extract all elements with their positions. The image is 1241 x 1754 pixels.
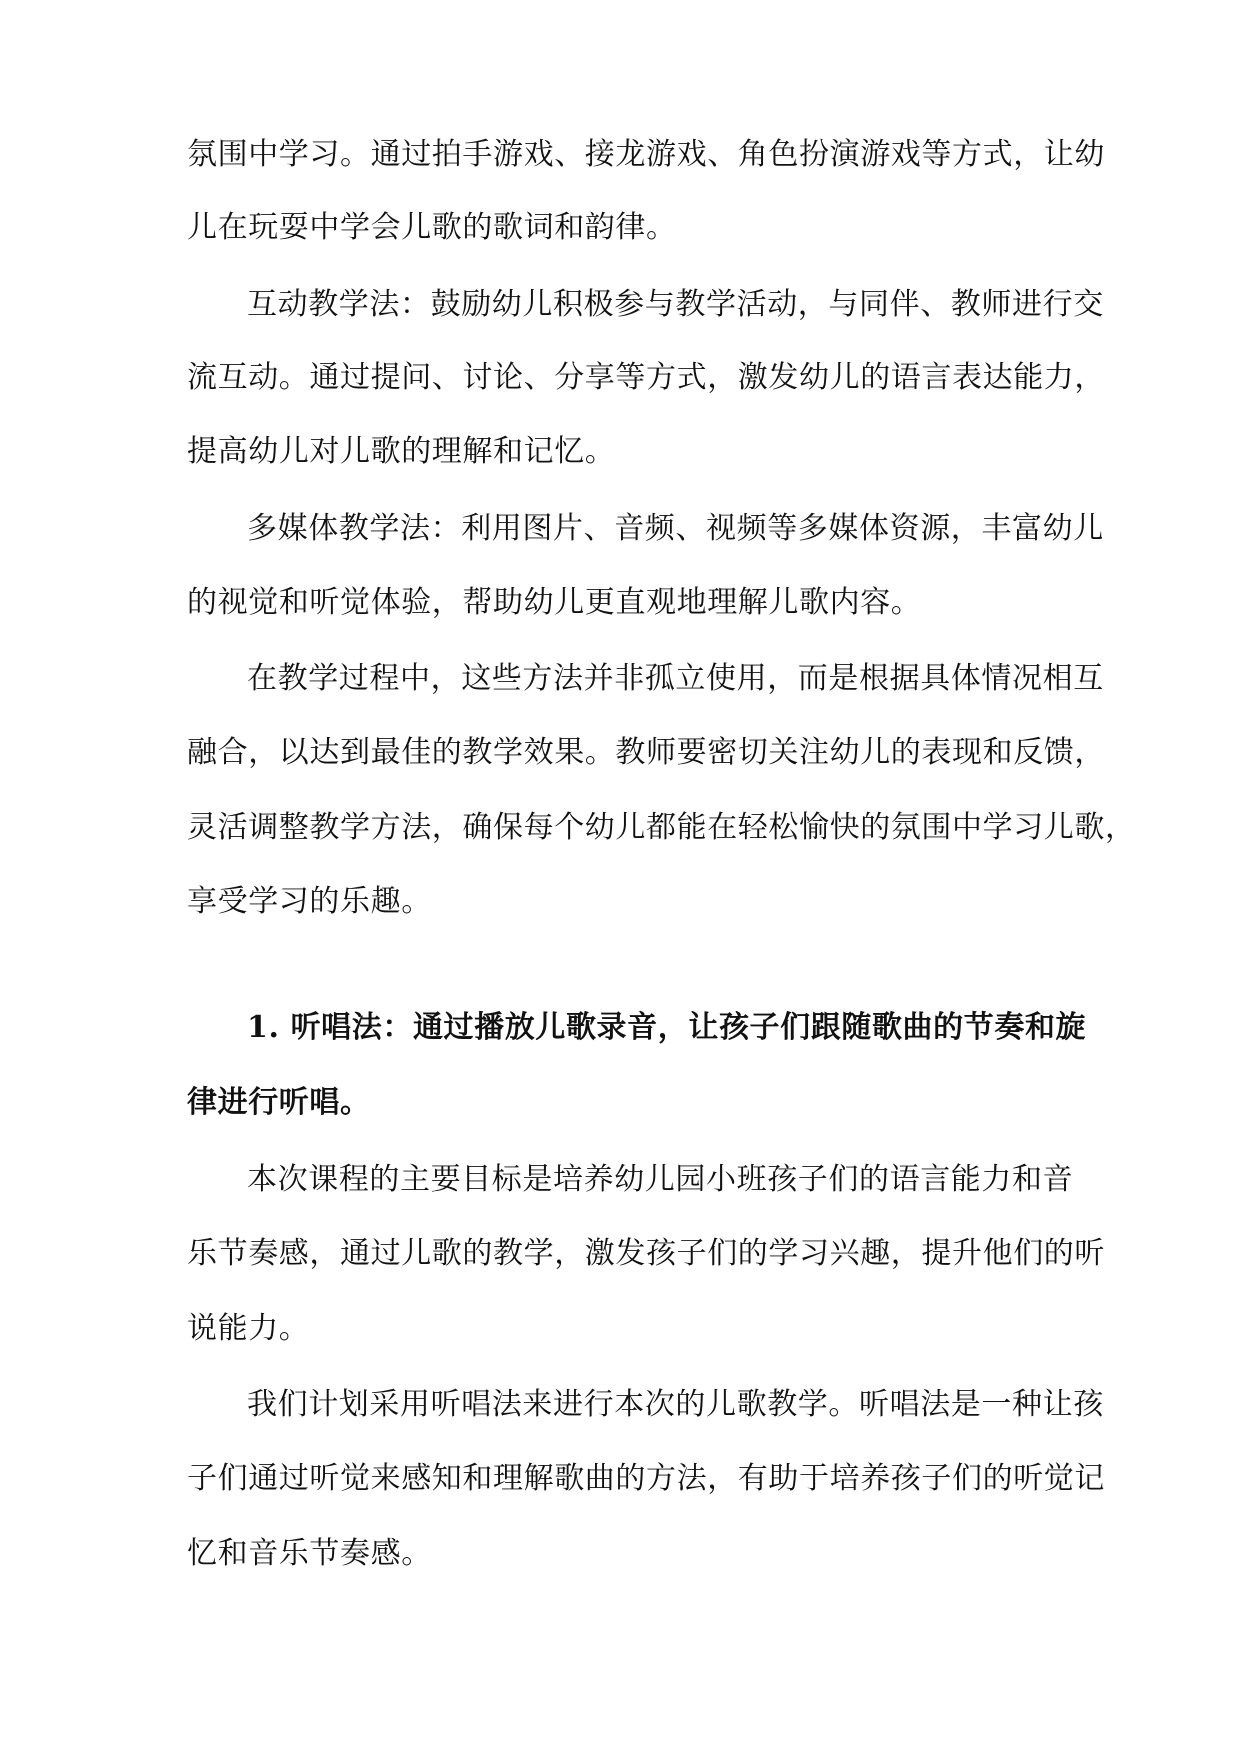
section-heading: 律进行听唱。 xyxy=(187,1085,371,1120)
paragraph-line: 儿在玩耍中学会儿歌的歌词和韵律。 xyxy=(187,210,677,245)
paragraph-line: 氛围中学习。通过拍手游戏、接龙游戏、角色扮演游戏等方式，让幼 xyxy=(187,137,1105,172)
paragraph-line: 在教学过程中，这些方法并非孤立使用，而是根据具体情况相互 xyxy=(247,661,1104,696)
paragraph-line: 互动教学法：鼓励幼儿积极参与教学活动，与同伴、教师进行交 xyxy=(247,287,1104,322)
paragraph-line: 的视觉和听觉体验，帮助幼儿更直观地理解儿歌内容。 xyxy=(187,585,922,620)
paragraph-line: 融合，以达到最佳的教学效果。教师要密切关注幼儿的表现和反馈， xyxy=(187,735,1105,770)
section-heading: 1. 听唱法：通过播放儿歌录音，让孩子们跟随歌曲的节奏和旋 xyxy=(247,1010,1087,1045)
paragraph-line: 多媒体教学法：利用图片、音频、视频等多媒体资源，丰富幼儿 xyxy=(247,511,1104,546)
paragraph-line: 乐节奏感，通过儿歌的教学，激发孩子们的学习兴趣，提升他们的听 xyxy=(187,1236,1105,1271)
paragraph-line: 提高幼儿对儿歌的理解和记忆。 xyxy=(187,434,616,469)
paragraph-line: 忆和音乐节奏感。 xyxy=(187,1536,432,1571)
paragraph-line: 灵活调整教学方法，确保每个幼儿都能在轻松愉快的氛围中学习儿歌， xyxy=(187,810,1136,845)
paragraph-line: 说能力。 xyxy=(187,1311,310,1346)
paragraph-line: 本次课程的主要目标是培养幼儿园小班孩子们的语言能力和音 xyxy=(247,1162,1074,1197)
paragraph-line: 流互动。通过提问、讨论、分享等方式，激发幼儿的语言表达能力， xyxy=(187,360,1105,395)
paragraph-line: 享受学习的乐趣。 xyxy=(187,884,432,919)
paragraph-line: 我们计划采用听唱法来进行本次的儿歌教学。听唱法是一种让孩 xyxy=(247,1387,1104,1422)
paragraph-line: 子们通过听觉来感知和理解歌曲的方法，有助于培养孩子们的听觉记 xyxy=(187,1461,1105,1496)
